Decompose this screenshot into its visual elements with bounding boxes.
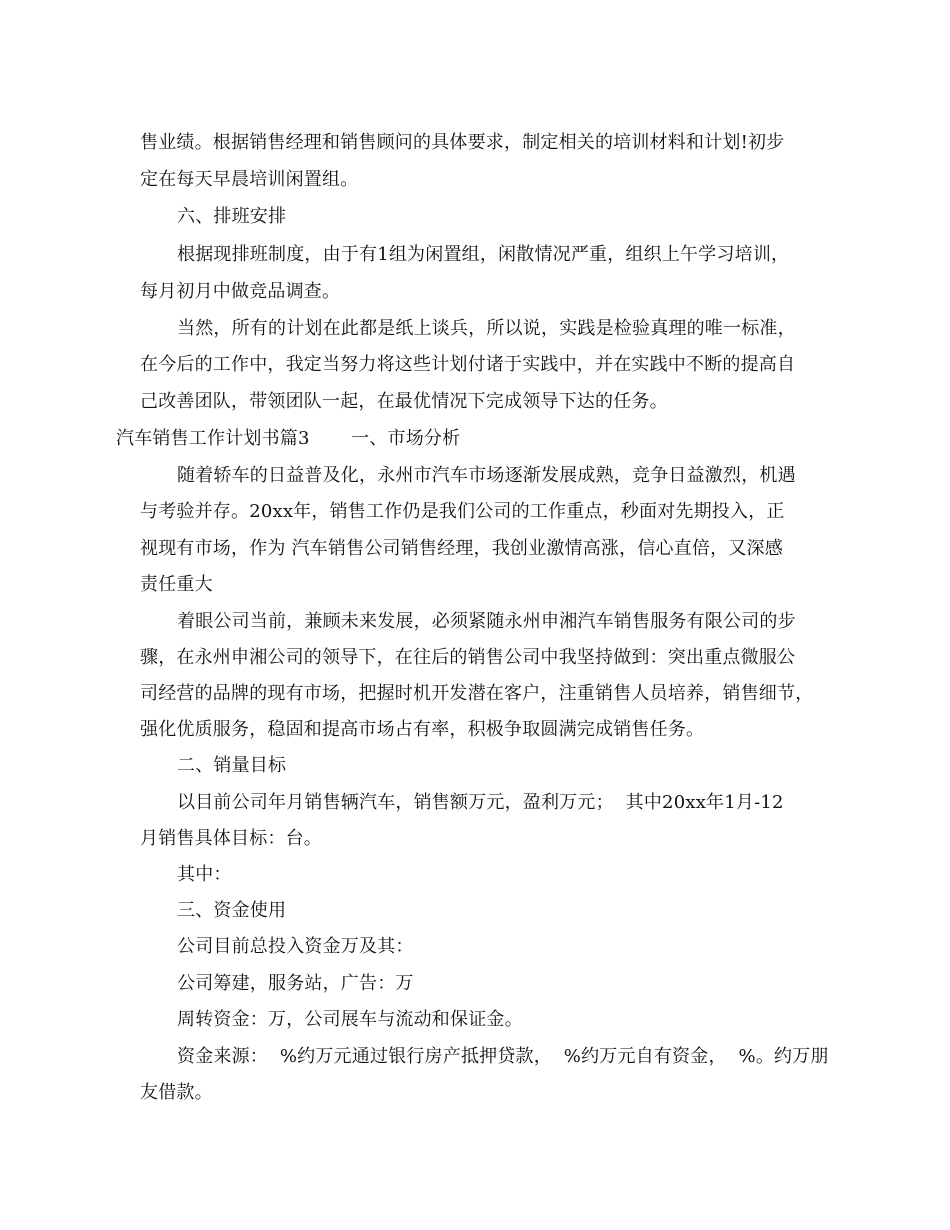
text-line: 每月初月中做竞品调查。 — [140, 281, 341, 302]
section-heading: 六、排班安排 — [177, 206, 287, 227]
section-heading: 二、销量目标 — [177, 755, 287, 776]
text-line: 公司目前总投入资金万及其： — [177, 936, 414, 957]
article-title: 汽车销售工作计划书篇3 一、市场分析 — [116, 428, 461, 449]
text-line: 定在每天早晨培训闲置组。 — [140, 169, 359, 190]
text-line: 视现有市场，作为 汽车销售公司销售经理，我创业激情高涨，信心直倍，又深感 — [140, 538, 783, 559]
text-line: 与考验并存。20xx年，销售工作仍是我们公司的工作重点，秒面对先期投入，正 — [140, 501, 785, 522]
text-line: 随着轿车的日益普及化，永州市汽车市场逐渐发展成熟，竞争日益激烈，机遇 — [177, 465, 796, 486]
section-heading: 三、资金使用 — [177, 900, 287, 921]
text-line: 强化优质服务，稳固和提高市场占有率，积极争取圆满完成销售任务。 — [140, 719, 705, 740]
text-line: 着眼公司当前，兼顾未来发展，必须紧随永州申湘汽车销售服务有限公司的步 — [177, 611, 796, 632]
text-line: 友借款。 — [140, 1082, 213, 1103]
text-line: 在今后的工作中，我定当努力将这些计划付诸于实践中，并在实践中不断的提高自 — [140, 354, 796, 375]
text-line: 当然，所有的计划在此都是纸上谈兵，所以说，实践是检验真理的唯一标准， — [177, 318, 796, 339]
text-line: 责任重大 — [140, 574, 213, 595]
text-line: 其中： — [177, 864, 232, 885]
text-line: 公司筹建，服务站，广告：万 — [177, 973, 414, 994]
text-line: 骤，在永州申湘公司的领导下，在往后的销售公司中我坚持做到：突出重点微服公 — [140, 647, 796, 668]
text-line: 根据现排班制度，由于有1组为闲置组，闲散情况严重，组织上午学习培训， — [177, 244, 790, 265]
text-line: 周转资金：万，公司展车与流动和保证金。 — [177, 1009, 523, 1030]
text-line: 己改善团队，带领团队一起，在最优情况下完成领导下达的任务。 — [140, 391, 668, 412]
text-line: 司经营的品牌的现有市场，把握时机开发潜在客户，注重销售人员培养，销售细节， — [140, 683, 814, 704]
text-line: 月销售具体目标：台。 — [140, 828, 322, 849]
text-line: 资金来源： %约万元通过银行房产抵押贷款， %约万元自有资金， %。约万朋 — [177, 1046, 829, 1067]
text-line: 售业绩。根据销售经理和销售顾问的具体要求，制定相关的培训材料和计划!初步 — [140, 132, 785, 153]
text-line: 以目前公司年月销售辆汽车，销售额万元，盈利万元； 其中20xx年1月-12 — [177, 792, 784, 813]
